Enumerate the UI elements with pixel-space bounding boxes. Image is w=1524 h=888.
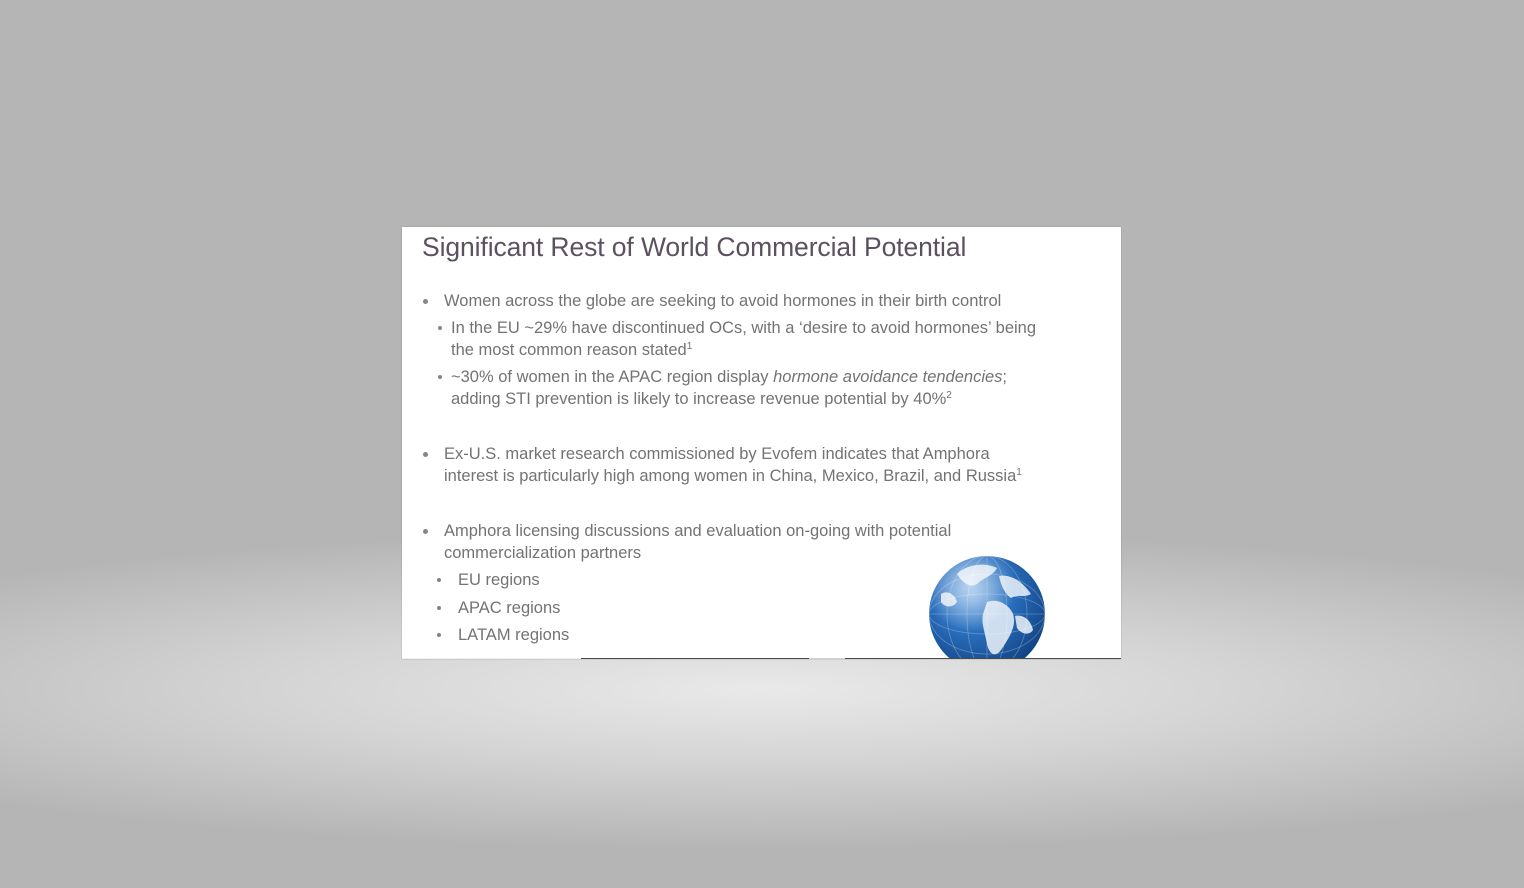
sub-bullet-3-1: EU regions — [458, 571, 540, 589]
slide — [402, 227, 1121, 659]
bullet-2-line-2-text: interest is particularly high among women in China, Mexico, Brazil, and Russia — [444, 467, 1017, 485]
slide-bottom-border — [402, 658, 1121, 659]
bullet-3-line-2: commercialization partners — [444, 544, 642, 562]
bullet-dot — [423, 452, 428, 457]
sub-bullet-1-1 — [451, 317, 1036, 361]
bullet-2-line-1: Ex-U.S. market research commissioned by Evofem indicates that Amphora — [444, 445, 990, 463]
bullet-3-line-1: Amphora licensing discussions and evaluation on-going with potential — [444, 522, 952, 540]
bullet-1 — [444, 290, 1001, 312]
bullet-3 — [444, 520, 951, 564]
sub-bullet-dot — [437, 578, 441, 582]
sub-bullet-1-1-line-1: In the EU ~29% have discontinued OCs, with a ‘desire to avoid hormones’ being — [451, 319, 1037, 337]
sub-bullet-dot — [437, 633, 441, 637]
footnote-marker: 2 — [946, 390, 952, 401]
sub-bullet-1-2-text-post: ; — [1002, 368, 1008, 386]
sub-bullet-3-3: LATAM regions — [458, 626, 570, 644]
sub-bullet-dot — [438, 375, 442, 379]
bullet-dot — [423, 529, 428, 534]
bottom-border-left-segment — [402, 658, 581, 659]
globe-icon — [927, 554, 1047, 659]
footnote-marker: 1 — [686, 341, 693, 352]
sub-bullet-dot — [437, 606, 441, 610]
sub-bullet-dot — [438, 326, 442, 330]
bottom-border-gap — [809, 658, 845, 659]
footnote-marker: 1 — [1016, 467, 1022, 478]
sub-bullet-1-1-line-2-text: the most common reason stated — [451, 341, 687, 359]
slide-title: Significant Rest of World Commercial Potential — [422, 232, 967, 262]
bullet-2 — [444, 443, 1022, 487]
bullet-2-line-2 — [444, 465, 1022, 487]
sub-bullet-1-2 — [451, 366, 1007, 410]
sub-bullet-1-2-line-1 — [451, 366, 1007, 388]
bullet-1-text: Women across the globe are seeking to avoid hormones in their birth control — [444, 292, 1002, 310]
bullet-dot — [423, 299, 428, 304]
sub-bullet-1-1-line-2 — [451, 339, 1036, 361]
sub-bullet-1-2-line-2-text: adding STI prevention is likely to increase revenue potential by 40% — [451, 390, 947, 408]
sub-bullet-3-2: APAC regions — [458, 599, 561, 617]
sub-bullet-1-2-line-2 — [451, 388, 1007, 410]
sub-bullet-1-2-italic: hormone avoidance tendencies — [773, 368, 1003, 386]
sub-bullet-1-2-text-pre: ~30% of women in the APAC region display — [451, 368, 774, 386]
